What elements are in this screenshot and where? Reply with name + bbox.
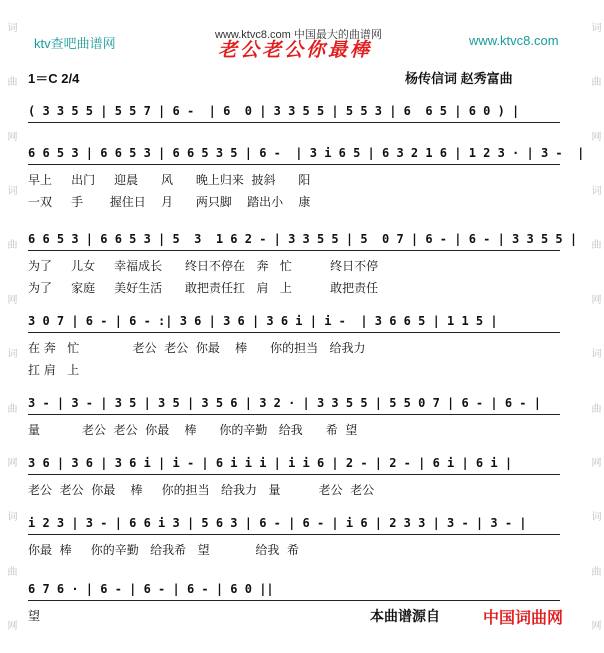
- notation-line: 3 - | 3 - | 3 5 | 3 5 | 3 5 6 | 3 2 · | 3 3 5 5 | 5 5 0 7 | 6 - | 6 - |: [28, 392, 560, 415]
- notation-line: ( 3 3 5 5 | 5 5 7 | 6 - | 6 0 | 3 3 5 5 | 5 5 3 | 6 6 5 | 6 0 ) |: [28, 100, 560, 123]
- notation-line: i 2 3 | 3 - | 6 6 i 3 | 5 6 3 | 6 - | 6 - | i 6 | 2 3 3 | 3 - | 3 - |: [28, 512, 560, 535]
- watermark-char: 词: [589, 21, 600, 33]
- notation-line: 6 6 5 3 | 6 6 5 3 | 5 3 1 6 2 - | 3 3 5 5 | 5 0 7 | 6 - | 6 - | 3 3 5 5 |: [28, 228, 560, 251]
- watermark-char: 网: [589, 620, 600, 632]
- site-banner-center: www.ktvc8.com 中国最大的曲谱网: [215, 29, 382, 41]
- source-site: 中国词曲网: [483, 610, 564, 627]
- lyric-line: 扛 肩 上: [28, 363, 80, 377]
- watermark-char: 曲: [5, 565, 16, 577]
- watermark-char: 词: [5, 184, 16, 196]
- lyric-line: 在 奔 忙 老公 老公 你最 棒 你的担当 给我力: [28, 341, 366, 355]
- key-and-time-signature: 1＝C 2/4: [28, 71, 80, 86]
- watermark-char: 词: [589, 184, 600, 196]
- watermark-char: 词: [5, 21, 16, 33]
- composer-credits: 杨传信词 赵秀富曲: [405, 71, 513, 86]
- watermark-char: 词: [589, 348, 600, 360]
- watermark-char: 网: [589, 293, 600, 305]
- notation-line: 3 0 7 | 6 - | 6 - :| 3 6 | 3 6 | 3 6 i | i - | 3 6 6 5 | 1 1 5 |: [28, 310, 560, 333]
- site-logo-right: www.ktvc8.com: [469, 33, 559, 48]
- watermark-char: 网: [5, 293, 16, 305]
- watermark-char: 网: [5, 456, 16, 468]
- watermark-char: 网: [589, 456, 600, 468]
- lyric-line: 为了 家庭 美好生活 敢把责任扛 肩 上 敢把责任: [28, 281, 379, 295]
- lyric-line: 老公 老公 你最 棒 你的担当 给我力 量 老公 老公: [28, 483, 375, 497]
- watermark-char: 词: [5, 348, 16, 360]
- right-watermark: [586, 0, 602, 653]
- watermark-char: 曲: [5, 239, 16, 251]
- notation-line: 6 7 6 · | 6 - | 6 - | 6 - | 6 0 ||: [28, 578, 560, 601]
- watermark-char: 曲: [589, 565, 600, 577]
- watermark-char: 词: [589, 511, 600, 523]
- lyric-line: 一双 手 握住日 月 两只脚 踏出小 康: [28, 195, 311, 209]
- lyric-line: 量 老公 老公 你最 棒 你的辛勤 给我 希 望: [28, 423, 358, 437]
- watermark-char: 曲: [589, 402, 600, 414]
- notation-line: 6 6 5 3 | 6 6 5 3 | 6 6 5 3 5 | 6 - | 3 i 6 5 | 6 3 2 1 6 | 1 2 3 · | 3 - |: [28, 142, 560, 165]
- watermark-char: 网: [589, 130, 600, 142]
- lyric-line: 为了 儿女 幸福成长 终日不停在 奔 忙 终日不停: [28, 259, 379, 273]
- watermark-char: 曲: [5, 402, 16, 414]
- watermark-char: 词: [5, 511, 16, 523]
- source-label: 本曲谱源自: [370, 608, 440, 624]
- notation-line: 3 6 | 3 6 | 3 6 i | i - | 6 i i i | i i 6 | 2 - | 2 - | 6 i | 6 i |: [28, 452, 560, 475]
- watermark-char: 网: [5, 130, 16, 142]
- song-title: 老公老公你最棒: [218, 39, 373, 61]
- lyric-line: 你最 棒 你的辛勤 给我希 望 给我 希: [28, 543, 299, 557]
- lyric-line: 望: [28, 609, 41, 623]
- left-watermark: [2, 0, 18, 653]
- lyric-line: 早上 出门 迎晨 风 晚上归来 披斜 阳: [28, 173, 311, 187]
- watermark-char: 曲: [589, 76, 600, 88]
- site-logo-left: ktv查吧曲谱网: [34, 36, 116, 51]
- watermark-char: 曲: [5, 76, 16, 88]
- watermark-char: 曲: [589, 239, 600, 251]
- watermark-char: 网: [5, 620, 16, 632]
